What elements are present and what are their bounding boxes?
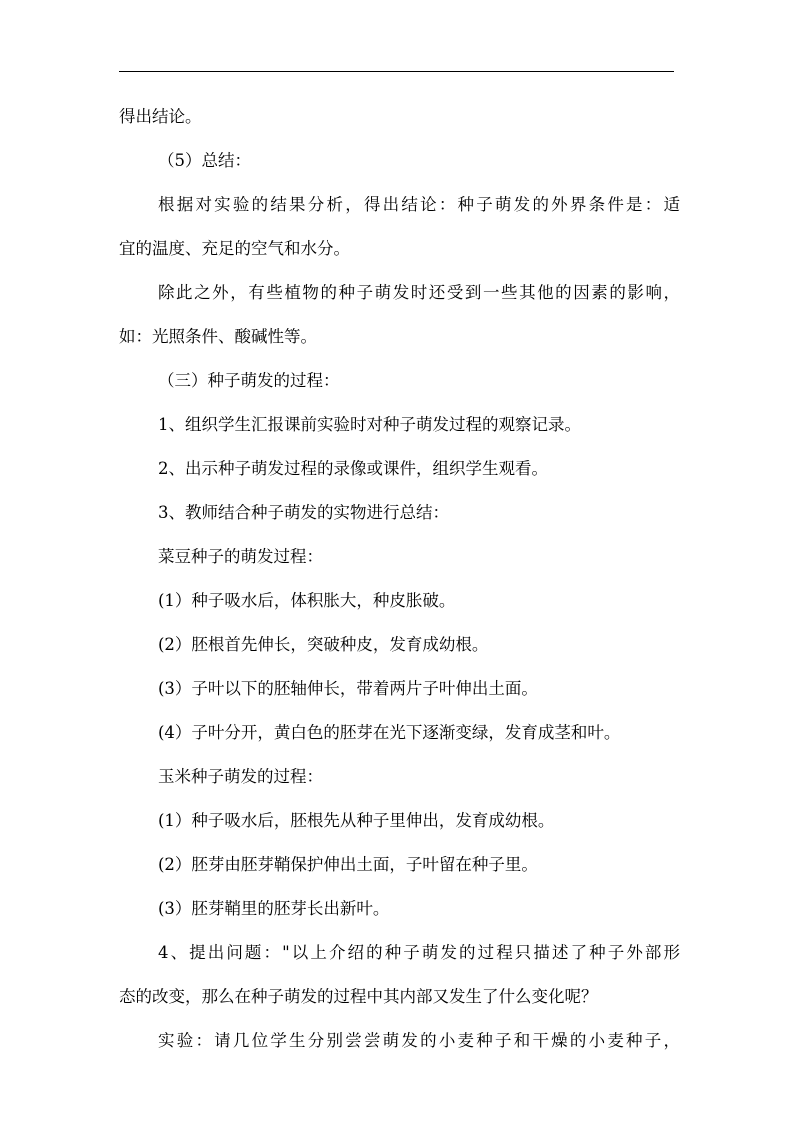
text-line-20: 4、提出问题："以上介绍的种子萌发的过程只描述了种子外部形: [158, 943, 680, 962]
text-line-9: 2、出示种子萌发过程的录像或课件，组织学生观看。: [158, 459, 548, 478]
text-line-18: (2）胚芽由胚芽鞘保护伸出土面，子叶留在种子里。: [158, 855, 538, 874]
text-line-2: （5）总结：: [158, 151, 251, 170]
text-line-16: 玉米种子萌发的过程：: [158, 767, 323, 786]
text-line-6: 如：光照条件、酸碱性等。: [119, 327, 317, 346]
text-line-4: 宜的温度、充足的空气和水分。: [119, 239, 350, 258]
text-line-22: 实验：请几位学生分别尝尝萌发的小麦种子和干燥的小麦种子，: [158, 1031, 680, 1050]
text-line-7: （三）种子萌发的过程：: [158, 371, 340, 390]
text-line-5: 除此之外，有些植物的种子萌发时还受到一些其他的因素的影响，: [158, 283, 680, 302]
text-line-21: 态的改变，那么在种子萌发的过程中其内部又发生了什么变化呢？: [119, 987, 598, 1006]
text-line-11: 菜豆种子的萌发过程：: [158, 547, 323, 566]
text-line-15: (4）子叶分开，黄白色的胚芽在光下逐渐变绿，发育成茎和叶。: [158, 723, 621, 742]
text-line-12: (1）种子吸水后，体积胀大，种皮胀破。: [158, 591, 456, 610]
text-line-14: (3）子叶以下的胚轴伸长，带着两片子叶伸出土面。: [158, 679, 538, 698]
header-rule: [119, 71, 674, 72]
text-line-3: 根据对实验的结果分析，得出结论：种子萌发的外界条件是：适: [158, 195, 680, 214]
text-line-10: 3、教师结合种子萌发的实物进行总结：: [158, 503, 449, 522]
text-line-19: (3）胚芽鞘里的胚芽长出新叶。: [158, 899, 390, 918]
text-line-17: (1）种子吸水后，胚根先从种子里伸出，发育成幼根。: [158, 811, 555, 830]
text-line-8: 1、组织学生汇报课前实验时对种子萌发过程的观察记录。: [158, 415, 581, 434]
text-line-13: (2）胚根首先伸长，突破种皮，发育成幼根。: [158, 635, 489, 654]
text-line-1: 得出结论。: [119, 107, 202, 126]
